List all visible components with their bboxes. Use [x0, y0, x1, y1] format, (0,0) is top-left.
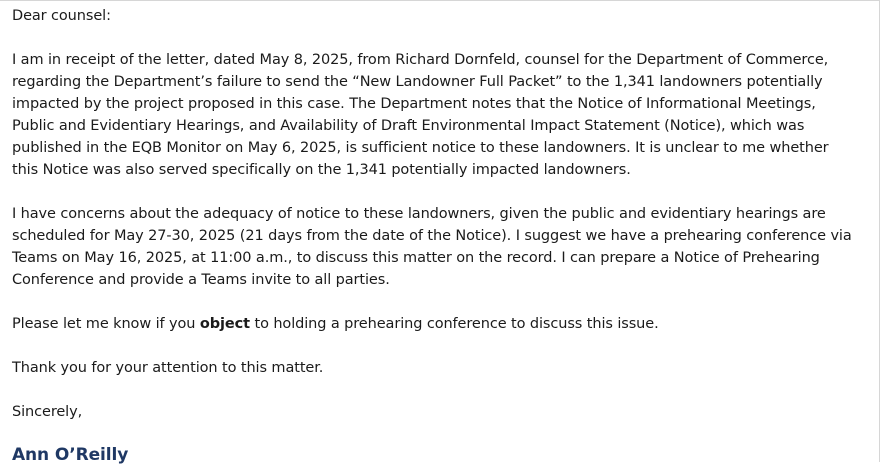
email-body [12, 5, 878, 467]
objection-text-after: to holding a prehearing conference to discuss this issue. [249, 316, 659, 332]
closing-line: Sincerely, [12, 404, 83, 420]
paragraph-line: Public and Evidentiary Hearings, and Availability of Draft Environmental Impact Statement (Notice), which was [12, 118, 805, 134]
signature-name: Ann O’Reilly [12, 445, 129, 465]
paragraph-line: published in the EQB Monitor on May 6, 2025, is sufficient notice to these landowners. It is unclear to me whether [12, 140, 829, 156]
paragraph-concerns [12, 203, 878, 291]
paragraph-receipt-of-letter [12, 49, 878, 181]
paragraph-line: Teams on May 16, 2025, at 11:00 a.m., to discuss this matter on the record. I can prepare a Notice of Prehearing [12, 250, 820, 266]
paragraph-line: I have concerns about the adequacy of notice to these landowners, given the public and evidentiary hearings are [12, 206, 826, 222]
thanks-line: Thank you for your attention to this matter. [12, 360, 324, 376]
paragraph-line: impacted by the project proposed in this case. The Department notes that the Notice of Informational Meetings, [12, 96, 816, 112]
objection-text-before: Please let me know if you [12, 316, 200, 332]
paragraph-line: this Notice was also served specifically on the 1,341 potentially impacted landowners. [12, 162, 631, 178]
paragraph-line: Conference and provide a Teams invite to all parties. [12, 272, 390, 288]
paragraph-objection-request [12, 313, 878, 335]
paragraph-line: regarding the Department’s failure to send the “New Landowner Full Packet” to the 1,341 landowners potentially [12, 74, 823, 90]
greeting: Dear counsel: [12, 8, 111, 24]
paragraph-line: I am in receipt of the letter, dated May 8, 2025, from Richard Dornfeld, counsel for the Department of Commerce, [12, 52, 829, 68]
paragraph-line: scheduled for May 27-30, 2025 (21 days from the date of the Notice). I suggest we have a prehearing conference via [12, 228, 852, 244]
objection-bold-word: object [199, 316, 250, 332]
